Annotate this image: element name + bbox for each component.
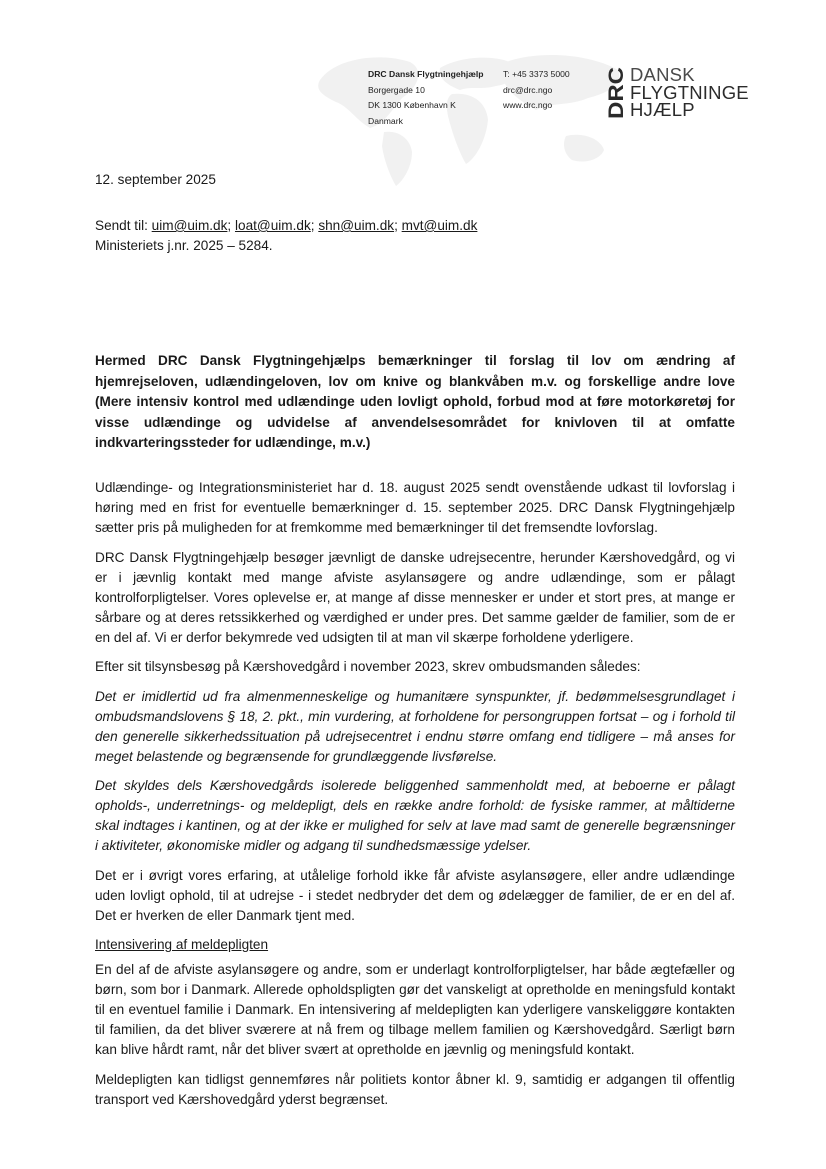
- recipient-separator: ;: [394, 218, 402, 233]
- paragraph: DRC Dansk Flygtningehjælp besøger jævnligt de danske udrejsecentre, herunder Kærshovedgård, og vi er i jævnlig kontakt med mange afviste asylansøgere og andre udlændinge, som er pålagt kontrolforpligtelser. Vores oplevelse er, at mange af disse mennesker er under et stort pres, at mange er sårbare og at deres retssikkerhed og værdighed er under pres. Det samme gælder de familier, som de er en del af. Vi er derfor bekymrede ved udsigten til at man vil skærpe forholdene yderligere.: [95, 549, 735, 645]
- website: www.drc.ngo: [503, 100, 553, 110]
- drc-logo-mark-text: DRC: [605, 73, 628, 119]
- logo-line-1: DANSK: [630, 64, 695, 85]
- letter-date: 12. september 2025: [95, 172, 216, 187]
- quote-paragraph: Det skyldes dels Kærshovedgårds isolerede beliggenhed sammenholdt med, at beboerne er pålagt opholds-, underretnings- og meldepligt, dels en række andre forhold: de fysiske rammer, at måltiderne skal indtages i kantinen, og at der ikke er mulighed for selv at lave mad samt de generelle begrænsninger i aktiviteter, økonomiske midler og adgang til sundhedsmæssige ydelser.: [95, 778, 735, 853]
- recipient-link[interactable]: loat@uim.dk: [234, 218, 311, 233]
- recipient-link[interactable]: mvt@uim.dk: [401, 218, 478, 233]
- recipients-block: [95, 216, 735, 256]
- recipient-separator: ;: [310, 218, 319, 233]
- drc-logo-mark: [606, 66, 626, 120]
- org-name: DRC Dansk Flygtningehjælp: [368, 69, 484, 79]
- letter-body: [95, 478, 735, 1119]
- recipients-line: [95, 216, 735, 236]
- section-heading: Intensivering af meldepligten: [95, 937, 269, 952]
- city: DK 1300 København K: [368, 100, 456, 110]
- sender-address: [368, 67, 484, 129]
- logo-line-2: FLYGTNINGE: [630, 81, 749, 103]
- paragraph: Efter sit tilsynsbesøg på Kærshovedgård i november 2023, skrev ombudsmanden således:: [95, 659, 641, 674]
- paragraph: En del af de afviste asylansøgere og andre, som er underlagt kontrolforpligtelser, har både ægtefæller og børn, som bor i Danmark. Allerede opholdspligten gør det vanskeligt at opretholde en meningsfuld kontakt til en eventuel familie i Danmark. En intensivering af meldepligten kan yderligere vanskeliggøre kontakten til familien, da det bliver sværere at nå frem og tilbage mellem familien og Kærshovedgård. Særligt børn kan blive hårdt ramt, når det bliver svært at opretholde en jævnlig og meningsfuld kontakt.: [95, 962, 735, 1057]
- logo-line-3: HJÆLP: [630, 99, 695, 120]
- paragraph: Udlændinge- og Integrationsministeriet har d. 18. august 2025 sendt ovenstående udkast til lovforslag i høring med en frist for eventuelle bemærkninger d. 15. september 2025. DRC Dansk Flygtningehjælp sætter pris på muligheden for at fremkomme med bemærkninger til det fremsendte lovforslag.: [95, 480, 735, 535]
- recipient-separator: ;: [227, 218, 235, 233]
- letter-title: Hermed DRC Dansk Flygtningehjælps bemærkninger til forslag til lov om ændring af hjemrejseloven, udlændingeloven, lov om knive og blankvåben m.v. og forskellige andre love (Mere intensiv kontrol med udlændinge uden lovligt ophold, forbud mod at føre motorkøretøj for visse udlændinge og udvidelse af anvendelsesområdet for knivloven til at omfatte indkvarteringssteder for udlændinge, m.v.): [95, 353, 735, 450]
- quote-paragraph: Det er imidlertid ud fra almenmenneskelige og humanitære synspunkter, jf. bedømmelsesgrundlaget i ombudsmandslovens § 18, 2. pkt., min vurdering, at forholdene for persongruppen fortsat – og i forhold til den generelle sikkerhedssituation på udrejsecentret i endnu større omfang end tidligere – må anses for meget belastende og begrænsende for grundlæggende livsførelse.: [95, 688, 735, 764]
- street: Borgergade 10: [368, 84, 425, 95]
- country: Danmark: [368, 115, 403, 126]
- paragraph: Det er i øvrigt vores erfaring, at utålelige forhold ikke får afviste asylansøgere, eller andre udlændinge uden lovligt ophold, til at udrejse - i stedet nedbryder det dem og ødelægger de familier, de er en del af. Det er hverken de eller Danmark tjent med.: [95, 867, 735, 923]
- recipient-link[interactable]: uim@uim.dk: [151, 218, 228, 233]
- logo-wordmark: [630, 66, 749, 119]
- recipient-link[interactable]: shn@uim.dk: [318, 218, 395, 233]
- paragraph: Meldepligten kan tidligst gennemføres når politiets kontor åbner kl. 9, samtidig er adgangen til offentlig transport ved Kærshovedgård yderst begrænset.: [95, 1071, 735, 1107]
- sent-to-label: Sendt til:: [95, 218, 152, 233]
- email: drc@drc.ngo: [503, 84, 553, 95]
- drc-logo: [605, 64, 749, 120]
- journal-number: Ministeriets j.nr. 2025 – 5284.: [95, 238, 273, 253]
- phone: T: +45 3373 5000: [503, 69, 570, 79]
- sender-contact: [503, 67, 570, 114]
